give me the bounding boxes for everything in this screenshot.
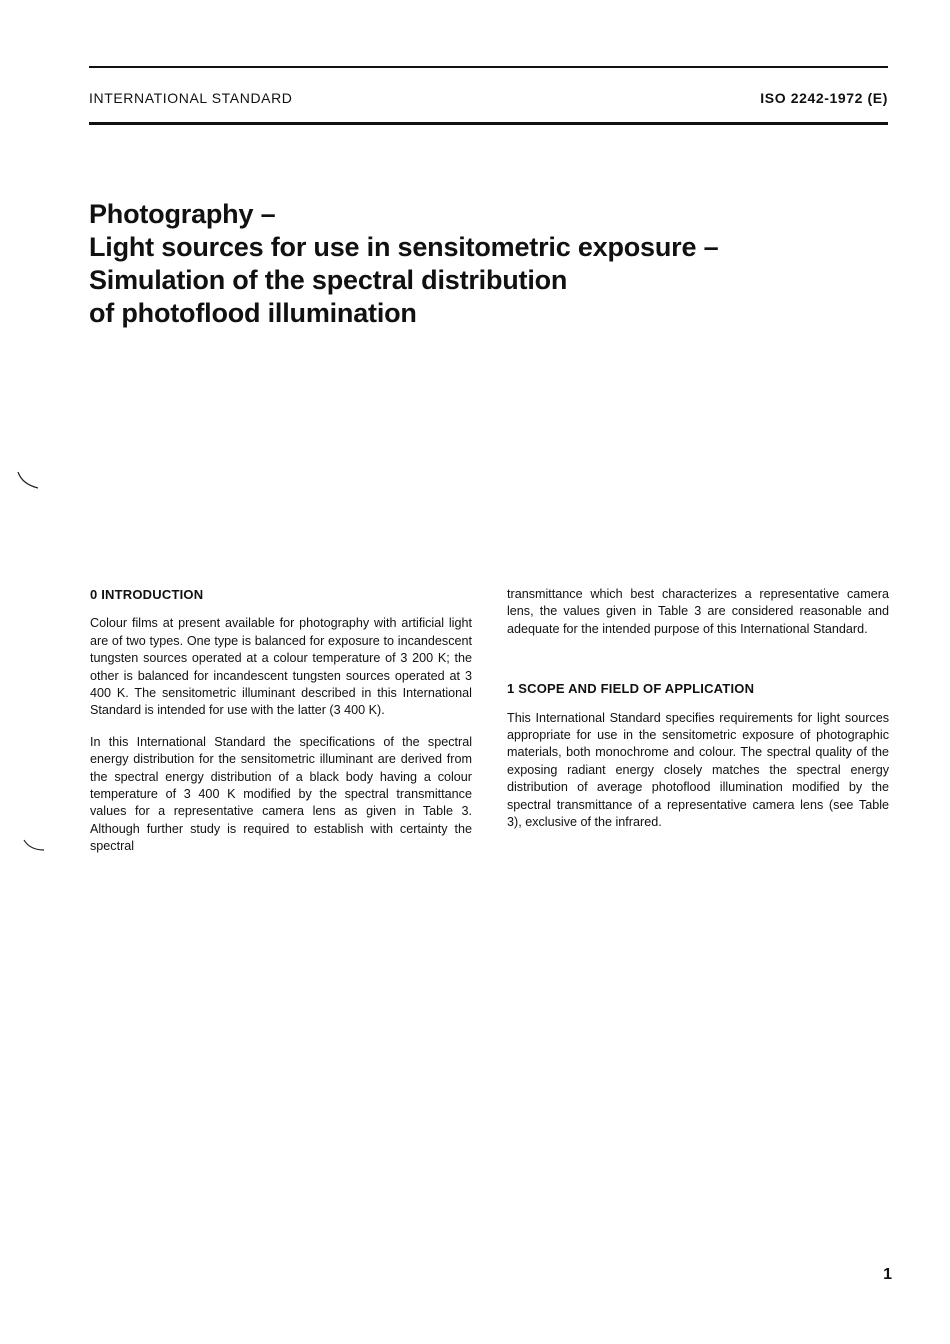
title-line: Light sources for use in sensitometric exposure – bbox=[89, 232, 719, 262]
introduction-paragraph: Colour films at present available for photography with artificial light are of two types. One type is balanced for exposure to incandescent tungsten sources operated at a colour temperature of 3 200 K; the other is balanced for incandescent tungsten sources operated at 3 400 K. The sensitometric illuminant described in this International Standard is intended for use with the latter (3 400 K). bbox=[90, 616, 472, 718]
scan-margin-mark bbox=[22, 838, 48, 854]
title-line: Simulation of the spectral distribution bbox=[89, 265, 568, 295]
document-type-label: INTERNATIONAL STANDARD bbox=[89, 90, 293, 106]
page-number: 1 bbox=[883, 1266, 892, 1283]
standard-number: ISO 2242-1972 (E) bbox=[760, 90, 888, 106]
scope-heading: 1 SCOPE AND FIELD OF APPLICATION bbox=[507, 681, 755, 697]
title-line: Photography – bbox=[89, 199, 276, 229]
right-column bbox=[507, 586, 889, 845]
header-top-rule bbox=[89, 66, 888, 68]
left-column bbox=[90, 586, 472, 870]
document-title bbox=[89, 198, 718, 330]
introduction-heading: 0 INTRODUCTION bbox=[90, 587, 204, 602]
scope-paragraph: This International Standard specifies requirements for light sources appropriate for use in the sensitometric exposure of photographic materials, both monochrome and colour. The spectral quality of the exposing radiant energy closely matches the spectral energy distribution of average photoflood illumination modified by the spectral transmittance of a representative camera lens (see Table 3), exclusive of the infrared. bbox=[507, 710, 889, 830]
title-line: of photoflood illumination bbox=[89, 298, 417, 328]
header-bottom-rule bbox=[89, 122, 888, 125]
introduction-paragraph: In this International Standard the specifications of the spectral energy distribution for the sensitometric illuminant are derived from the spectral energy distribution of a black body having a colour temperature of 3 400 K modified by the spectral transmittance values for a representative camera lens as given in Table 3. Although further study is required to establish with certainty the spectral bbox=[90, 734, 472, 854]
scan-margin-mark bbox=[16, 470, 42, 492]
introduction-paragraph-continued: transmittance which best characterizes a representative camera lens, the values given in Table 3 are considered reasonable and adequate for the intended purpose of this International Standard. bbox=[507, 587, 889, 636]
